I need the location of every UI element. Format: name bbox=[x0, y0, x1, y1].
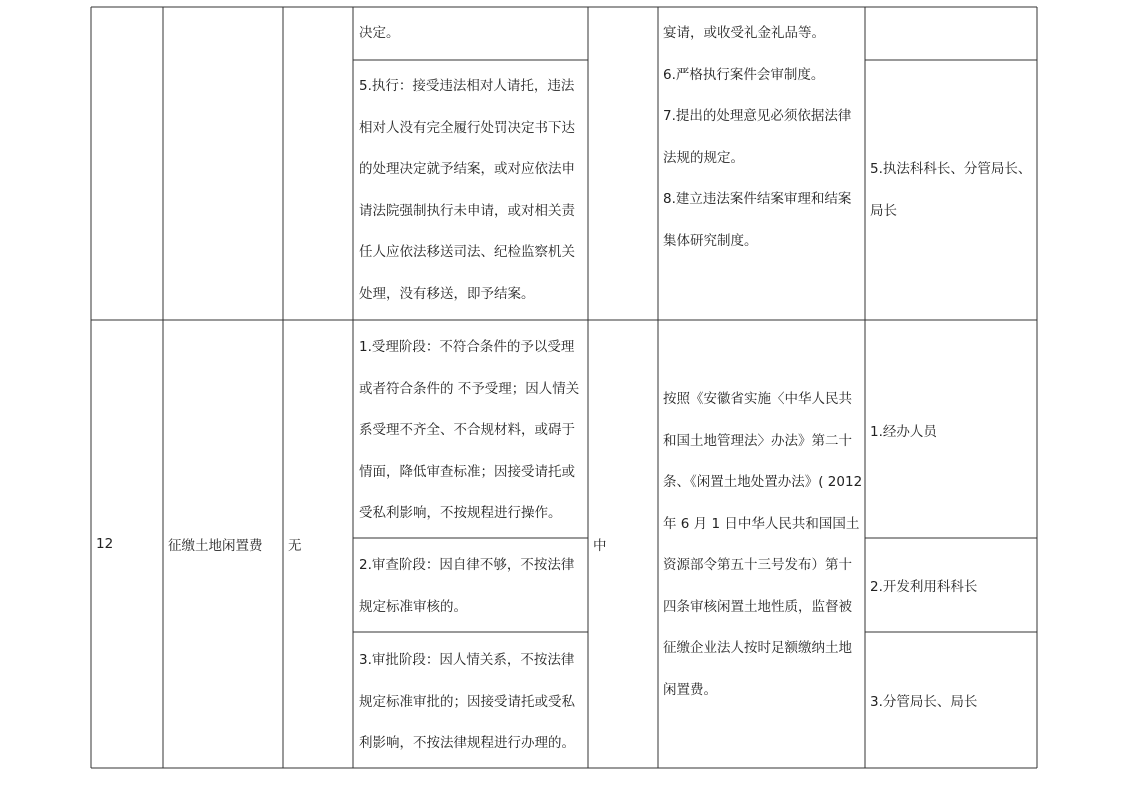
text-line: 5.执法科科长、分管局长、 bbox=[870, 161, 1032, 177]
text-line: 局长 bbox=[870, 202, 897, 219]
measure-5-cell bbox=[359, 66, 575, 315]
text-line: 5.执行：接受违法相对人请托，违法 bbox=[359, 78, 575, 94]
text-line: 任人应依法移送司法、纪检监察机关 bbox=[359, 244, 575, 260]
text-line: 按照《安徽省实施〈中华人民共 bbox=[663, 391, 852, 407]
text-line: 6.严格执行案件会审制度。 bbox=[663, 66, 825, 83]
text-line: 规定标准审批的；因接受请托或受私 bbox=[359, 693, 575, 710]
item-name: 征缴土地闲置费 bbox=[168, 538, 263, 554]
text-line: 的处理决定就予结案，或对应依法申 bbox=[359, 161, 575, 177]
responsible-3: 3.分管局长、局长 bbox=[870, 694, 978, 710]
text-line: 或者符合条件的 不予受理；因人情关 bbox=[359, 380, 580, 397]
text-line: 闲置费。 bbox=[663, 681, 717, 698]
responsible-3-cell bbox=[870, 632, 977, 768]
text-line: 2.审查阶段：因自律不够，不按法律 bbox=[359, 557, 575, 573]
text-line: 四条审核闲置土地性质，监督被 bbox=[663, 598, 852, 615]
measures-tail-cell bbox=[359, 13, 400, 55]
row-number-cell bbox=[96, 320, 113, 768]
text-line: 1.受理阶段：不符合条件的予以受理 bbox=[359, 339, 575, 355]
text-line: 年 6 月 1 日中华人民共和国国土 bbox=[663, 515, 860, 532]
text-line: 决定。 bbox=[359, 25, 400, 41]
risk-level-cell bbox=[593, 320, 607, 768]
text-line: 集体研究制度。 bbox=[663, 232, 758, 249]
risk-1-cell bbox=[359, 327, 579, 535]
text-line: 系受理不齐全、不合规材料，或碍于 bbox=[359, 422, 575, 438]
risk-3-cell bbox=[359, 640, 575, 765]
responsible-1-cell bbox=[870, 330, 937, 530]
responsible-2-cell bbox=[870, 538, 977, 632]
text-line: 受私利影响，不按规程进行操作。 bbox=[359, 505, 562, 521]
prevention-cell bbox=[663, 379, 862, 711]
responsible-1: 1.经办人员 bbox=[870, 424, 937, 440]
text-line: 条、《闲置土地处置办法》( 2012 bbox=[663, 474, 863, 490]
risk-level: 中 bbox=[593, 538, 607, 554]
text-line: 宴请，或收受礼金礼品等。 bbox=[663, 25, 825, 41]
text-line: 相对人没有完全履行处罚决定书下达 bbox=[359, 119, 575, 136]
text-line: 7.提出的处理意见必须依据法律 bbox=[663, 108, 852, 124]
text-line: 请法院强制执行未申请，或对相关责 bbox=[359, 202, 575, 219]
text-line: 征缴企业法人按时足额缴纳土地 bbox=[663, 640, 852, 656]
text-line: 和国土地管理法〉办法》第二十 bbox=[663, 432, 852, 449]
text-line: 资源部令第五十三号发布）第十 bbox=[663, 557, 852, 573]
text-line: 法规的规定。 bbox=[663, 149, 744, 166]
risk-2-cell bbox=[359, 545, 574, 628]
responsible-5-cell bbox=[870, 149, 1031, 232]
text-line: 处理，没有移送，即予结案。 bbox=[359, 285, 535, 302]
text-line: 3.审批阶段：因人情关系，不按法律 bbox=[359, 652, 575, 668]
text-line: 规定标准审核的。 bbox=[359, 598, 467, 615]
responsible-2: 2.开发利用科科长 bbox=[870, 579, 978, 595]
basis-value: 无 bbox=[288, 538, 302, 554]
text-line: 情面，降低审查标准；因接受请托或 bbox=[359, 463, 575, 480]
prevention-continuation-cell bbox=[663, 13, 851, 262]
row-number: 12 bbox=[96, 536, 114, 552]
text-line: 利影响，不按法律规程进行办理的。 bbox=[359, 735, 575, 751]
basis-cell bbox=[288, 320, 302, 768]
text-line: 8.建立违法案件结案审理和结案 bbox=[663, 191, 852, 207]
item-name-cell bbox=[168, 320, 263, 768]
